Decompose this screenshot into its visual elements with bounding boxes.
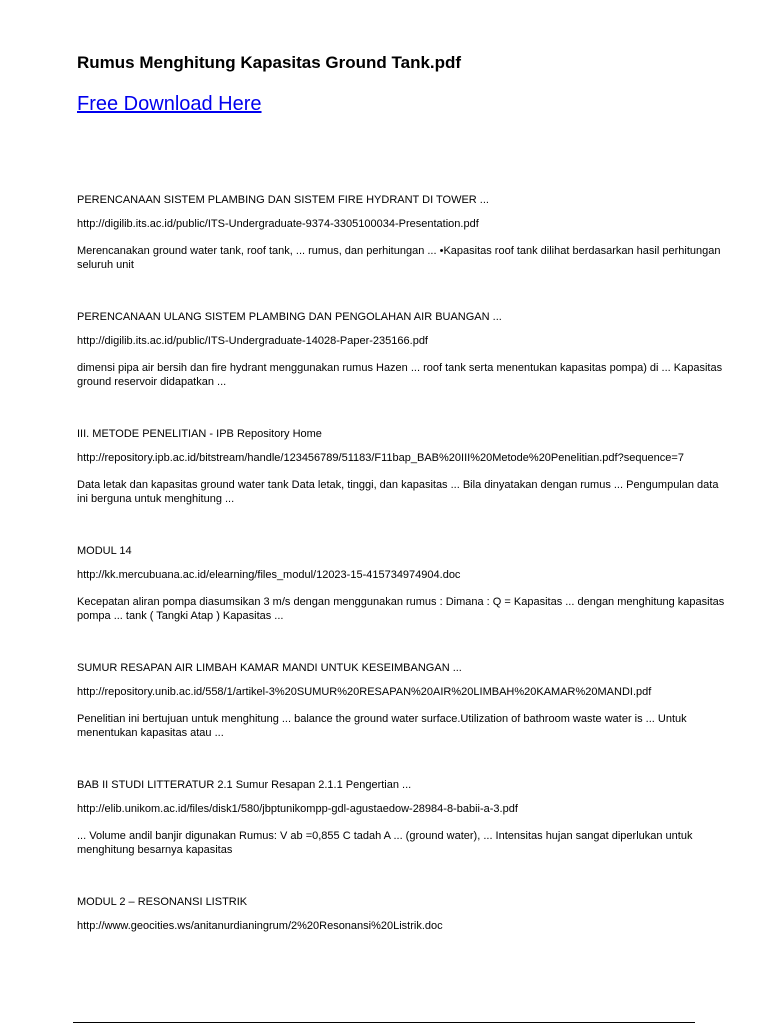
- results-list: [77, 193, 727, 1012]
- result-title: MODUL 2 – RESONANSI LISTRIK: [77, 896, 248, 908]
- result-snippet: dimensi pipa air bersih dan fire hydrant menggunakan rumus Hazen ... roof tank serta menentukan kapasitas pompa) di ... Kapasitas ground reservoir didapatkan ...: [77, 362, 723, 388]
- result-url: http://elib.unikom.ac.id/files/disk1/580/jbptunikompp-gdl-agustaedow-28984-8-babii-a-3.pdf: [77, 803, 518, 815]
- result-item: [77, 895, 727, 1012]
- result-item: [77, 544, 727, 661]
- result-url: http://repository.unib.ac.id/558/1/artikel-3%20SUMUR%20RESAPAN%20AIR%20LIMBAH%20KAMAR%20MANDI.pdf: [77, 686, 652, 698]
- result-title: PERENCANAAN ULANG SISTEM PLAMBING DAN PENGOLAHAN AIR BUANGAN ...: [77, 311, 502, 323]
- result-url: http://kk.mercubuana.ac.id/elearning/files_modul/12023-15-415734974904.doc: [77, 569, 461, 581]
- result-title: SUMUR RESAPAN AIR LIMBAH KAMAR MANDI UNTUK KESEIMBANGAN ...: [77, 662, 462, 674]
- result-url: http://repository.ipb.ac.id/bitstream/handle/123456789/51183/F11bap_BAB%20III%20Metode%20Penelitian.pdf?sequence=7: [77, 452, 684, 464]
- result-title: BAB II STUDI LITTERATUR 2.1 Sumur Resapan 2.1.1 Pengertian ...: [77, 779, 412, 791]
- result-item: [77, 661, 727, 778]
- result-snippet: ... Volume andil banjir digunakan Rumus: V ab =0,855 C tadah A ... (ground water), ... Intensitas hujan sangat diperlukan untuk menghitung besarnya kapasitas: [77, 830, 693, 856]
- footer-divider: [73, 1022, 695, 1023]
- result-item: [77, 778, 727, 895]
- result-item: [77, 193, 727, 310]
- result-url: http://digilib.its.ac.id/public/ITS-Undergraduate-9374-3305100034-Presentation.pdf: [77, 218, 479, 230]
- result-snippet: Kecepatan aliran pompa diasumsikan 3 m/s dengan menggunakan rumus : Dimana : Q = Kapasitas ... dengan menghitung kapasitas pompa ... tank ( Tangki Atap ) Kapasitas ...: [77, 596, 725, 622]
- result-item: [77, 310, 727, 427]
- result-title: PERENCANAAN SISTEM PLAMBING DAN SISTEM FIRE HYDRANT DI TOWER ...: [77, 194, 489, 206]
- result-title: III. METODE PENELITIAN - IPB Repository Home: [77, 428, 322, 440]
- result-url: http://www.geocities.ws/anitanurdianingrum/2%20Resonansi%20Listrik.doc: [77, 920, 443, 932]
- free-download-link[interactable]: Free Download Here: [77, 93, 262, 115]
- result-url: http://digilib.its.ac.id/public/ITS-Undergraduate-14028-Paper-235166.pdf: [77, 335, 428, 347]
- result-item: [77, 427, 727, 544]
- result-snippet: Data letak dan kapasitas ground water tank Data letak, tinggi, dan kapasitas ... Bila dinyatakan dengan rumus ... Pengumpulan data ini berguna untuk menghitung ...: [77, 479, 719, 505]
- result-snippet: Penelitian ini bertujuan untuk menghitung ... balance the ground water surface.Utilization of bathroom waste water is ... Untuk menentukan kapasitas atau ...: [77, 713, 687, 739]
- result-title: MODUL 14: [77, 545, 132, 557]
- result-snippet: Merencanakan ground water tank, roof tank, ... rumus, dan perhitungan ... •Kapasitas roof tank dilihat berdasarkan hasil perhitungan seluruh unit: [77, 245, 721, 271]
- document-title: Rumus Menghitung Kapasitas Ground Tank.pdf: [77, 53, 462, 72]
